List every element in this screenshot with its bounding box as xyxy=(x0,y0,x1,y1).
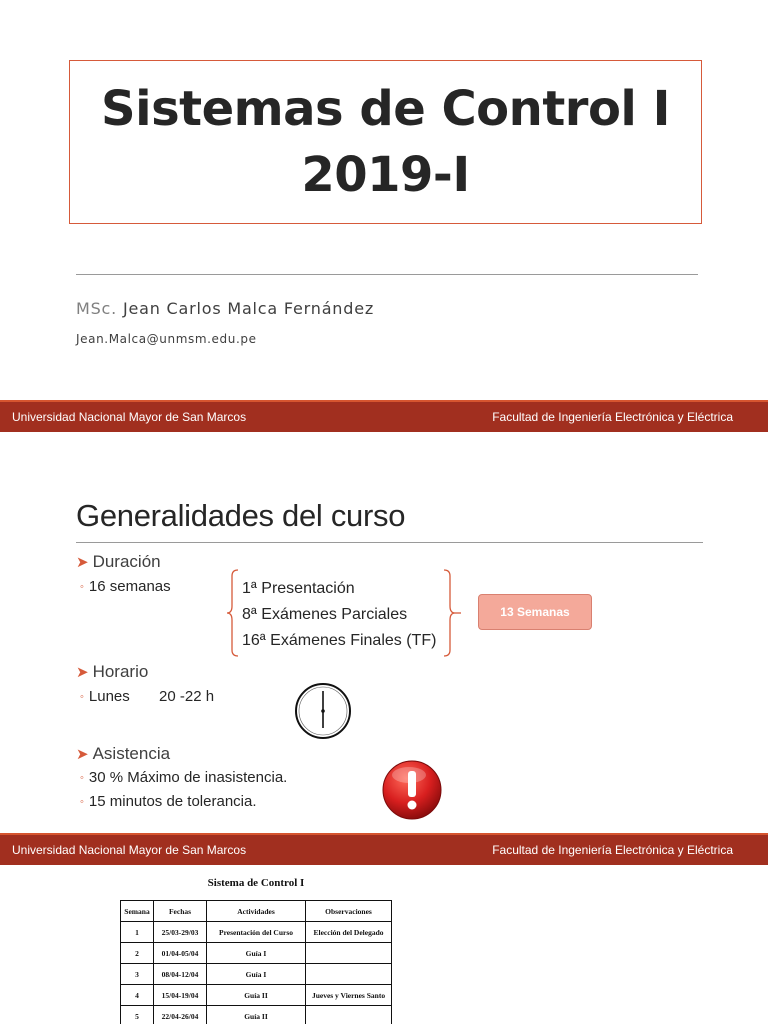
table-cell: Jueves y Viernes Santo xyxy=(306,985,392,1006)
schedule-table xyxy=(120,900,392,1024)
weeks-badge: 13 Semanas xyxy=(478,594,592,630)
events-list xyxy=(242,576,436,654)
arrow-bullet-icon: ➤ xyxy=(76,554,89,571)
event-item: 8ª Exámenes Parciales xyxy=(242,606,408,623)
column-header: Actividades xyxy=(207,901,306,922)
footer-faculty: Facultad de Ingeniería Electrónica y Eléctrica xyxy=(492,410,733,424)
table-cell: Guía I xyxy=(207,964,306,985)
sub-bullet-schedule xyxy=(80,688,130,705)
bullet-duracion xyxy=(76,552,161,572)
circle-bullet-icon: ◦ xyxy=(80,690,84,703)
bullet-label: Asistencia xyxy=(92,744,171,763)
table-row xyxy=(121,985,392,1006)
bullet-asistencia xyxy=(76,744,170,764)
divider xyxy=(76,274,698,275)
table-cell: 22/04-26/04 xyxy=(154,1006,207,1024)
table-row xyxy=(121,922,392,943)
table-cell: 25/03-29/03 xyxy=(154,922,207,943)
table-cell: 08/04-12/04 xyxy=(154,964,207,985)
table-row xyxy=(121,943,392,964)
weeks-text: 16 semanas xyxy=(88,578,171,595)
footer-university: Universidad Nacional Mayor de San Marcos xyxy=(12,843,247,857)
table-header-row xyxy=(121,901,392,922)
table-cell: 4 xyxy=(121,985,154,1006)
schedule-slide xyxy=(0,865,768,1024)
arrow-bullet-icon: ➤ xyxy=(76,746,89,763)
circle-bullet-icon: ◦ xyxy=(80,795,84,808)
bullet-label: Horario xyxy=(92,662,149,681)
event-item: 1ª Presentación xyxy=(242,580,355,597)
overview-slide xyxy=(0,432,768,833)
circle-bullet-icon: ◦ xyxy=(80,580,84,593)
course-title: Sistemas de Control I xyxy=(101,81,670,137)
sub-bullet-absence xyxy=(80,769,287,786)
table-cell: Presentación del Curso xyxy=(207,922,306,943)
column-header: Fechas xyxy=(154,901,207,922)
table-cell: 5 xyxy=(121,1006,154,1024)
table-cell: 1 xyxy=(121,922,154,943)
footer-university: Universidad Nacional Mayor de San Marcos xyxy=(12,410,247,424)
table-cell xyxy=(306,964,392,985)
table-cell: 01/04-05/04 xyxy=(154,943,207,964)
table-cell xyxy=(306,1006,392,1024)
clock-icon xyxy=(294,682,352,740)
title-box xyxy=(69,60,702,224)
slide-heading: Generalidades del curso xyxy=(76,498,406,533)
author xyxy=(76,299,374,318)
course-term: 2019-I xyxy=(301,147,470,203)
column-header: Observaciones xyxy=(306,901,392,922)
table-cell: Elección del Delegado xyxy=(306,922,392,943)
sub-bullet-weeks xyxy=(80,578,171,595)
column-header: Semana xyxy=(121,901,154,922)
table-cell: Guía II xyxy=(207,985,306,1006)
table-cell: 2 xyxy=(121,943,154,964)
table-cell: 3 xyxy=(121,964,154,985)
table-cell: Guía I xyxy=(207,943,306,964)
author-prefix: MSc. xyxy=(76,299,118,318)
schedule-time: 20 -22 h xyxy=(159,688,215,705)
bullet-horario xyxy=(76,662,148,682)
schedule-day: Lunes xyxy=(88,688,130,705)
footer-band xyxy=(0,400,768,432)
bullet-label: Duración xyxy=(92,552,161,571)
table-row xyxy=(121,1006,392,1024)
event-item: 16ª Exámenes Finales (TF) xyxy=(242,632,437,649)
author-name: Jean Carlos Malca Fernández xyxy=(122,299,375,318)
left-brace-icon xyxy=(226,568,240,658)
sub-bullet-tolerance xyxy=(80,793,257,810)
title-slide xyxy=(0,0,768,398)
footer-band xyxy=(0,833,768,865)
author-email: Jean.Malca@unmsm.edu.pe xyxy=(76,332,257,346)
table-cell: Guía II xyxy=(207,1006,306,1024)
table-cell xyxy=(306,943,392,964)
schedule-title: Sistema de Control I xyxy=(207,877,305,889)
heading-divider xyxy=(76,542,703,543)
warning-icon xyxy=(381,759,443,821)
circle-bullet-icon: ◦ xyxy=(80,771,84,784)
arrow-bullet-icon: ➤ xyxy=(76,664,89,681)
footer-faculty: Facultad de Ingeniería Electrónica y Eléctrica xyxy=(492,843,733,857)
attendance-rule: 15 minutos de tolerancia. xyxy=(88,793,257,810)
table-cell: 15/04-19/04 xyxy=(154,985,207,1006)
table-row xyxy=(121,964,392,985)
attendance-rule: 30 % Máximo de inasistencia. xyxy=(88,769,288,786)
right-brace-icon xyxy=(442,568,462,658)
